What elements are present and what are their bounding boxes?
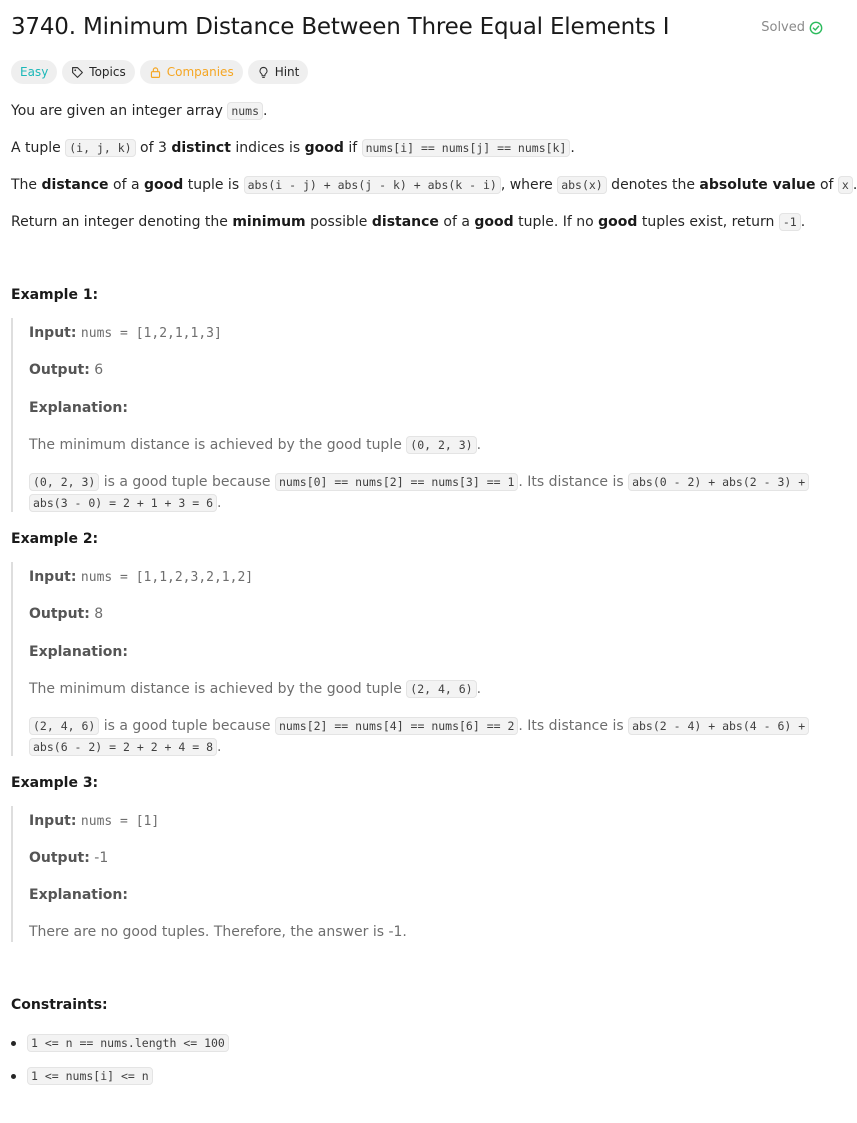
constraint-item: 1 <= nums[i] <= n <box>11 1067 153 1085</box>
example-1-explanation-1: The minimum distance is achieved by the good tuple (0, 2, 3) . <box>29 437 482 453</box>
topics-label: Topics <box>89 65 126 79</box>
companies-button[interactable] <box>140 60 243 84</box>
example-3-block <box>11 806 30 942</box>
title-row <box>11 14 823 46</box>
example-1-explanation-2: (0, 2, 3) is a good tuple because nums[0] == nums[2] == nums[3] == 1 . Its distance is abs(0 - 2) + abs(2 - 3) + <box>29 472 809 493</box>
example-2-heading: Example 2: <box>11 531 99 547</box>
tag-icon <box>71 66 84 79</box>
example-2-explanation-2: (2, 4, 6) is a good tuple because nums[2] == nums[4] == nums[6] == 2 . Its distance is abs(2 - 4) + abs(4 - 6) + <box>29 716 809 737</box>
companies-label: Companies <box>166 65 234 79</box>
lightbulb-icon <box>257 66 270 79</box>
example-1-explanation-3: abs(3 - 0) = 2 + 1 + 3 = 6 . <box>29 493 221 514</box>
example-1-block <box>11 318 30 512</box>
example-3-explanation-label: Explanation: <box>29 887 128 903</box>
tag-row <box>11 60 308 84</box>
solved-label: Solved <box>761 20 805 35</box>
check-circle-icon <box>809 21 823 35</box>
topics-button[interactable] <box>62 60 134 84</box>
difficulty-badge: Easy <box>11 60 57 84</box>
paragraph-1: You are given an integer array nums . <box>11 103 268 119</box>
example-2-explanation-1: The minimum distance is achieved by the good tuple (2, 4, 6) . <box>29 681 482 697</box>
bullet-icon <box>11 1074 16 1079</box>
example-1-output: Output: 6 <box>29 362 104 378</box>
example-1-heading: Example 1: <box>11 287 99 303</box>
example-2-input: Input: nums = [1,1,2,3,2,1,2] <box>29 569 254 585</box>
hint-button[interactable] <box>248 60 309 84</box>
example-2-explanation-label: Explanation: <box>29 644 128 660</box>
example-3-heading: Example 3: <box>11 775 99 791</box>
constraints-heading: Constraints: <box>11 997 108 1013</box>
example-2-explanation-3: abs(6 - 2) = 2 + 2 + 4 = 8 . <box>29 737 221 758</box>
example-1-input: Input: nums = [1,2,1,1,3] <box>29 325 222 341</box>
example-2-output: Output: 8 <box>29 606 104 622</box>
solved-status <box>761 20 823 35</box>
example-3-explanation-1: There are no good tuples. Therefore, the answer is -1. <box>29 924 407 940</box>
lock-icon <box>149 66 162 79</box>
example-1-explanation-label: Explanation: <box>29 400 128 416</box>
problem-title[interactable]: 3740. Minimum Distance Between Three Equal Elements I <box>11 14 670 40</box>
paragraph-4: Return an integer denoting the minimum possible distance of a good tuple. If no good tuples exist, return -1 . <box>11 214 806 230</box>
example-2-block <box>11 562 30 756</box>
bullet-icon <box>11 1041 16 1046</box>
constraint-item: 1 <= n == nums.length <= 100 <box>11 1034 229 1052</box>
example-3-output: Output: -1 <box>29 850 109 866</box>
paragraph-2: A tuple (i, j, k) of 3 distinct indices is good if nums[i] == nums[j] == nums[k] . <box>11 140 575 156</box>
hint-label: Hint <box>274 65 300 79</box>
paragraph-3: The distance of a good tuple is abs(i - j) + abs(j - k) + abs(k - i) , where abs(x) denotes the absolute value of x . <box>11 177 857 193</box>
example-3-input: Input: nums = [1] <box>29 813 160 829</box>
